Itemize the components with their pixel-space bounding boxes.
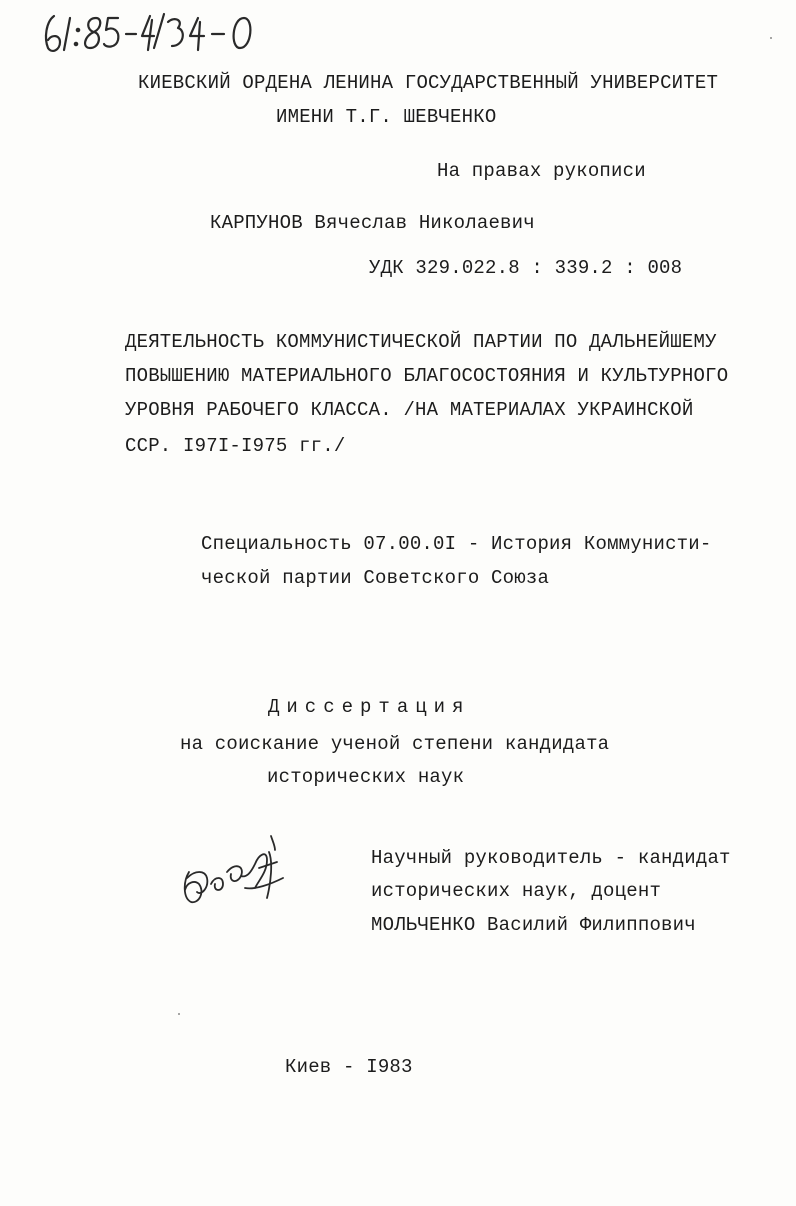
manuscript-note: На правах рукописи [437, 160, 646, 182]
institution-line-1: КИЕВСКИЙ ОРДЕНА ЛЕНИНА ГОСУДАРСТВЕННЫЙ УНИВЕРСИТЕТ [138, 72, 719, 94]
place-and-year: Киев - I983 [285, 1056, 413, 1078]
scan-speck [770, 37, 772, 39]
scan-speck [178, 1013, 180, 1015]
dissertation-line-2: исторических наук [267, 766, 465, 788]
specialty-line-1: Специальность 07.00.0I - История Коммунисти- [201, 533, 712, 555]
supervisor-line-3: МОЛЬЧЕНКО Василий Филиппович [371, 914, 696, 936]
udk-code: УДК 329.022.8 : 339.2 : 008 [369, 257, 683, 279]
dissertation-line-1: на соискание ученой степени кандидата [180, 733, 610, 755]
title-line-2: ПОВЫШЕНИЮ МАТЕРИАЛЬНОГО БЛАГОСОСТОЯНИЯ И КУЛЬТУРНОГО [125, 365, 729, 387]
specialty-line-2: ческой партии Советского Союза [201, 567, 550, 589]
supervisor-line-1: Научный руководитель - кандидат [371, 847, 731, 869]
handwritten-archive-code [40, 8, 270, 58]
title-line-4: ССР. I97I-I975 гг./ [125, 435, 346, 457]
signature [175, 832, 295, 912]
author-name: КАРПУНОВ Вячеслав Николаевич [210, 212, 535, 234]
supervisor-line-2: исторических наук, доцент [371, 880, 662, 902]
title-line-3: УРОВНЯ РАБОЧЕГО КЛАССА. /НА МАТЕРИАЛАХ УКРАИНСКОЙ [125, 399, 694, 421]
title-line-1: ДЕЯТЕЛЬНОСТЬ КОММУНИСТИЧЕСКОЙ ПАРТИИ ПО ДАЛЬНЕЙШЕМУ [125, 331, 717, 353]
dissertation-heading: Диссертация [268, 696, 471, 718]
institution-line-2: ИМЕНИ Т.Г. ШЕВЧЕНКО [276, 106, 497, 128]
